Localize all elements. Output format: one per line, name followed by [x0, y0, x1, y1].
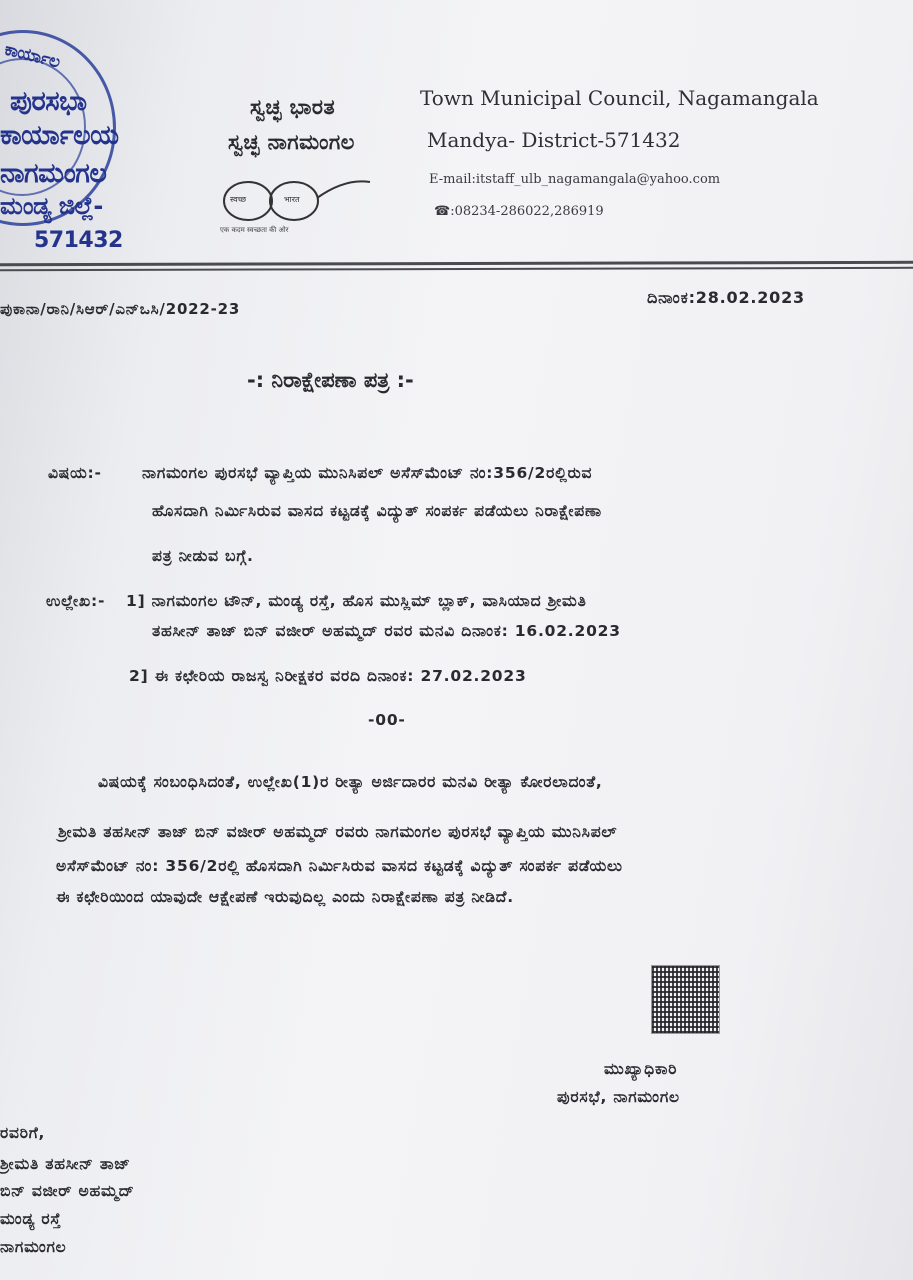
swachh-bharat-label: ಸ್ವಚ್ಛ ಭಾರತ — [250, 95, 336, 119]
logo-left-text: स्वच्छ — [230, 195, 247, 204]
seal-line-1: ಪುರಸಭಾ — [10, 86, 87, 117]
subject-line-2: ಹೊಸದಾಗಿ ನಿರ್ಮಿಸಿರುವ ವಾಸದ ಕಟ್ಟಡಕ್ಕೆ ವಿದ್ಯುತ್ ಸಂಪರ್ಕ ಪಡೆಯಲು ನಿರಾಕ್ಷೇಪಣಾ — [152, 502, 602, 520]
recipient-street: ಮಂಡ್ಯ ರಸ್ತೆ — [0, 1210, 62, 1228]
body-line-4: ಈ ಕಛೇರಿಯಿಂದ ಯಾವುದೇ ಆಕ್ಷೇಪಣೆ ಇರುವುದಿಲ್ಲ ಎಂದು ನಿರಾಕ್ಷೇಪಣಾ ಪತ್ರ ನೀಡಿದೆ. — [56, 888, 514, 906]
recipient-town: ನಾಗಮಂಗಲ — [0, 1238, 67, 1256]
seal-pin: 571432 — [34, 228, 123, 253]
body-line-3: ಅಸೆಸ್‌ಮೆಂಟ್ ನಂ: 356/2ರಲ್ಲಿ ಹೊಸದಾಗಿ ನಿರ್ಮಿಸಿರುವ ವಾಸದ ಕಟ್ಟಡಕ್ಕೆ ವಿದ್ಯುತ್ ಸಂಪರ್ಕ ಪಡೆಯಲು — [56, 857, 623, 875]
body-line-2: ಶ್ರೀಮತಿ ತಹಸೀನ್ ತಾಜ್ ಬಿನ್ ವಜೀರ್ ಅಹಮ್ಮದ್ ರವರು ನಾಗಮಂಗಲ ಪುರಸಭೆ ವ್ಯಾಪ್ತಿಯ ಮುನಿಸಿಪಲ್ — [58, 823, 618, 841]
reference-item-2: 2] ಈ ಕಛೇರಿಯ ರಾಜಸ್ವ ನಿರೀಕ್ಷಕರ ವರದಿ ದಿನಾಂಕ: 27.02.2023 — [129, 667, 527, 685]
header-rule-bottom — [0, 267, 913, 271]
signatory-office: ಪುರಸಭೆ, ನಾಗಮಂಗಲ — [557, 1088, 680, 1106]
qr-code — [651, 965, 720, 1034]
seal-line-3: ನಾಗಮಂಗಲ — [0, 158, 107, 189]
recipient-father-name: ಬಿನ್ ವಜೀರ್ ಅಹಮ್ಮದ್ — [0, 1182, 135, 1200]
section-separator: -00- — [368, 711, 406, 729]
office-district: Mandya- District-571432 — [427, 128, 681, 152]
signatory-title: ಮುಖ್ಯಾಧಿಕಾರಿ — [604, 1060, 678, 1078]
letter-date: ದಿನಾಂಕ:28.02.2023 — [647, 288, 805, 307]
document-title: -: ನಿರಾಕ್ಷೇಪಣಾ ಪತ್ರ :- — [247, 368, 414, 392]
reference-item-1-line-2: ತಹಸೀನ್ ತಾಜ್ ಬಿನ್ ವಜೀರ್ ಅಹಮ್ಮದ್ ರವರ ಮನವಿ ದಿನಾಂಕ: 16.02.2023 — [152, 622, 621, 640]
subject-label: ವಿಷಯ:- — [48, 464, 102, 482]
office-name: Town Municipal Council, Nagamangala — [420, 86, 819, 110]
logo-right-text: भारत — [284, 195, 300, 204]
body-line-1: ವಿಷಯಕ್ಕೆ ಸಂಬಂಧಿಸಿದಂತೆ, ಉಲ್ಲೇಖ(1)ರ ರೀತ್ಯಾ ಅರ್ಜಿದಾರರ ಮನವಿ ರೀತ್ಯಾ ಕೋರಲಾದಂತೆ, — [98, 773, 603, 791]
recipient-line-1: ರವರಿಗೆ, — [0, 1124, 46, 1142]
office-phone: ☎:08234-286022,286919 — [434, 204, 604, 219]
reference-item-1-line-1: 1] ನಾಗಮಂಗಲ ಟೌನ್, ಮಂಡ್ಯ ರಸ್ತೆ, ಹೊಸ ಮುಸ್ಲಿಮ್ ಬ್ಲಾಕ್, ವಾಸಿಯಾದ ಶ್ರೀಮತಿ — [126, 592, 587, 610]
subject-line-3: ಪತ್ರ ನೀಡುವ ಬಗ್ಗೆ. — [152, 547, 254, 565]
reference-number: ಪುಕಾನಾ/ರಾನಿ/ಸಿಆರ್/ಎನ್‌ಒಸಿ/2022-23 — [0, 300, 241, 318]
header-rule-top — [0, 261, 913, 266]
office-email: E-mail:itstaff_ulb_nagamangala@yahoo.com — [429, 172, 721, 187]
subject-line-1: ನಾಗಮಂಗಲ ಪುರಸಭೆ ವ್ಯಾಪ್ತಿಯ ಮುನಿಸಿಪಲ್ ಅಸೆಸ್‌ಮೆಂಟ್ ನಂ:356/2ರಲ್ಲಿರುವ — [142, 464, 593, 482]
seal-line-2: ಕಾರ್ಯಾಲಯ — [0, 120, 119, 151]
seal-top-arc: ಕಾರ್ಯಾಲ — [2, 39, 62, 73]
seal-line-4: ಮಂಡ್ಯ ಜಿಲ್ಲೆ- — [0, 192, 103, 220]
recipient-name: ಶ್ರೀಮತಿ ತಹಸೀನ್ ತಾಜ್ — [0, 1155, 131, 1173]
reference-label: ಉಲ್ಲೇಖ:- — [46, 592, 106, 610]
swachh-nagamangala-label: ಸ್ವಚ್ಛ ನಾಗಮಂಗಲ — [228, 130, 355, 154]
logo-tagline: एक कदम स्वच्छता की ओर — [220, 226, 289, 234]
